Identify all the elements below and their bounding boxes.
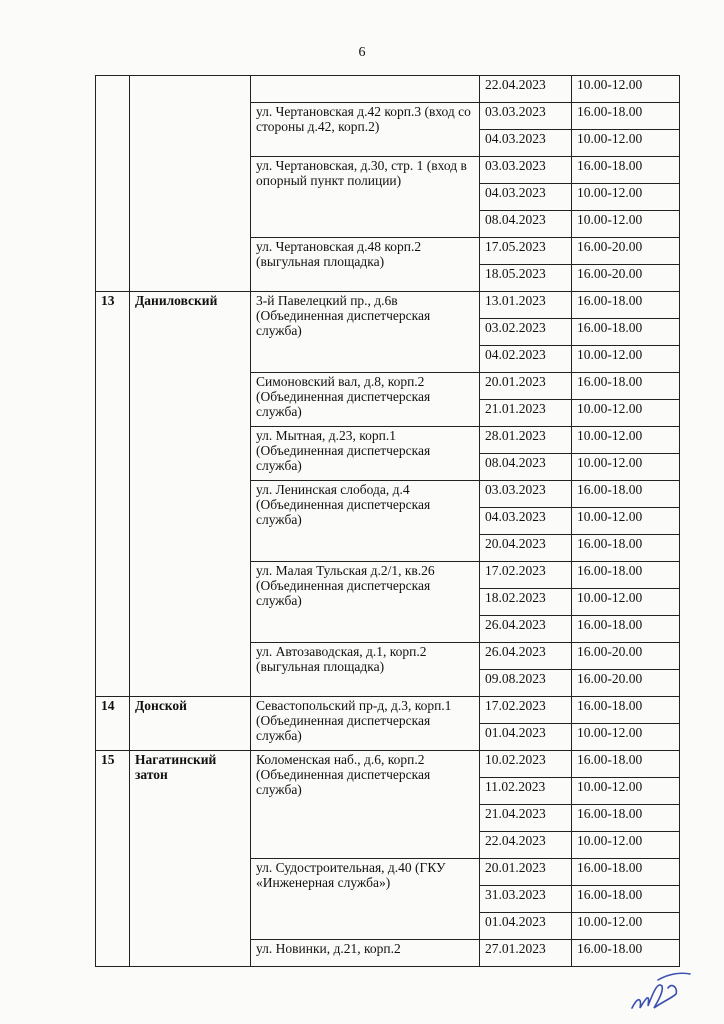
date-cell: 18.02.2023	[480, 589, 572, 616]
date-cell: 26.04.2023	[480, 643, 572, 670]
district-name: Донской	[130, 697, 251, 751]
table-row	[96, 751, 680, 778]
district-name: Даниловский	[130, 292, 251, 697]
date-cell: 04.03.2023	[480, 130, 572, 157]
time-cell: 10.00-12.00	[572, 454, 680, 481]
date-cell: 20.01.2023	[480, 859, 572, 886]
time-cell: 16.00-18.00	[572, 292, 680, 319]
date-cell: 03.03.2023	[480, 157, 572, 184]
table-row	[96, 76, 680, 103]
date-cell: 28.01.2023	[480, 427, 572, 454]
date-cell: 22.04.2023	[480, 832, 572, 859]
time-cell: 10.00-12.00	[572, 211, 680, 238]
date-cell: 20.04.2023	[480, 535, 572, 562]
time-cell: 16.00-18.00	[572, 535, 680, 562]
time-cell: 10.00-12.00	[572, 913, 680, 940]
time-cell: 16.00-18.00	[572, 481, 680, 508]
date-cell: 09.08.2023	[480, 670, 572, 697]
time-cell: 16.00-18.00	[572, 697, 680, 724]
date-cell: 04.03.2023	[480, 508, 572, 535]
date-cell: 01.04.2023	[480, 913, 572, 940]
time-cell: 10.00-12.00	[572, 832, 680, 859]
time-cell: 10.00-12.00	[572, 130, 680, 157]
date-cell: 22.04.2023	[480, 76, 572, 103]
address-cell: ул. Малая Тульская д.2/1, кв.26 (Объединенная диспетчерская служба)	[251, 562, 480, 643]
date-cell: 17.05.2023	[480, 238, 572, 265]
address-cell: ул. Чертановская д.42 корп.3 (вход со стороны д.42, корп.2)	[251, 103, 480, 157]
time-cell: 10.00-12.00	[572, 76, 680, 103]
address-cell: ул. Чертановская д.48 корп.2 (выгульная площадка)	[251, 238, 480, 292]
address-cell: ул. Новинки, д.21, корп.2	[251, 940, 480, 967]
time-cell: 16.00-20.00	[572, 265, 680, 292]
schedule-table	[95, 75, 680, 967]
date-cell: 11.02.2023	[480, 778, 572, 805]
date-cell: 03.03.2023	[480, 103, 572, 130]
date-cell: 18.05.2023	[480, 265, 572, 292]
district-number: 15	[96, 751, 130, 967]
date-cell: 21.04.2023	[480, 805, 572, 832]
date-cell: 01.04.2023	[480, 724, 572, 751]
date-cell: 17.02.2023	[480, 562, 572, 589]
address-cell: 3-й Павелецкий пр., д.6в (Объединенная диспетчерская служба)	[251, 292, 480, 373]
address-cell: ул. Судостроительная, д.40 (ГКУ «Инженерная служба»)	[251, 859, 480, 940]
time-cell: 16.00-18.00	[572, 103, 680, 130]
time-cell: 10.00-12.00	[572, 778, 680, 805]
address-cell: ул. Автозаводская, д.1, корп.2 (выгульная площадка)	[251, 643, 480, 697]
district-number: 13	[96, 292, 130, 697]
time-cell: 10.00-12.00	[572, 184, 680, 211]
address-cell: Коломенская наб., д.6, корп.2 (Объединенная диспетчерская служба)	[251, 751, 480, 859]
time-cell: 16.00-18.00	[572, 805, 680, 832]
date-cell: 08.04.2023	[480, 211, 572, 238]
time-cell: 16.00-18.00	[572, 859, 680, 886]
time-cell: 16.00-18.00	[572, 940, 680, 967]
time-cell: 16.00-18.00	[572, 616, 680, 643]
time-cell: 16.00-18.00	[572, 886, 680, 913]
date-cell: 10.02.2023	[480, 751, 572, 778]
time-cell: 10.00-12.00	[572, 427, 680, 454]
time-cell: 16.00-18.00	[572, 751, 680, 778]
address-cell: Симоновский вал, д.8, корп.2 (Объединенная диспетчерская служба)	[251, 373, 480, 427]
time-cell: 16.00-20.00	[572, 643, 680, 670]
time-cell: 16.00-18.00	[572, 319, 680, 346]
date-cell: 31.03.2023	[480, 886, 572, 913]
date-cell: 26.04.2023	[480, 616, 572, 643]
district-number: 14	[96, 697, 130, 751]
time-cell: 16.00-18.00	[572, 562, 680, 589]
table-row	[96, 697, 680, 724]
date-cell: 17.02.2023	[480, 697, 572, 724]
time-cell: 10.00-12.00	[572, 724, 680, 751]
page-number: 6	[358, 45, 366, 60]
district-name	[130, 76, 251, 292]
table-row	[96, 292, 680, 319]
date-cell: 13.01.2023	[480, 292, 572, 319]
address-cell	[251, 76, 480, 103]
time-cell: 10.00-12.00	[572, 508, 680, 535]
time-cell: 10.00-12.00	[572, 346, 680, 373]
date-cell: 20.01.2023	[480, 373, 572, 400]
time-cell: 10.00-12.00	[572, 589, 680, 616]
date-cell: 04.02.2023	[480, 346, 572, 373]
handwritten-signature	[628, 968, 698, 1016]
district-name: Нагатинский затон	[130, 751, 251, 967]
address-cell: ул. Ленинская слобода, д.4 (Объединенная диспетчерская служба)	[251, 481, 480, 562]
address-cell: ул. Чертановская, д.30, стр. 1 (вход в опорный пункт полиции)	[251, 157, 480, 238]
time-cell: 16.00-18.00	[572, 373, 680, 400]
time-cell: 16.00-18.00	[572, 157, 680, 184]
date-cell: 04.03.2023	[480, 184, 572, 211]
date-cell: 03.03.2023	[480, 481, 572, 508]
date-cell: 21.01.2023	[480, 400, 572, 427]
time-cell: 16.00-20.00	[572, 238, 680, 265]
date-cell: 08.04.2023	[480, 454, 572, 481]
time-cell: 10.00-12.00	[572, 400, 680, 427]
address-cell: Севастопольский пр-д, д.3, корп.1 (Объединенная диспетчерская служба)	[251, 697, 480, 751]
date-cell: 03.02.2023	[480, 319, 572, 346]
address-cell: ул. Мытная, д.23, корп.1 (Объединенная диспетчерская служба)	[251, 427, 480, 481]
district-number	[96, 76, 130, 292]
time-cell: 16.00-20.00	[572, 670, 680, 697]
date-cell: 27.01.2023	[480, 940, 572, 967]
